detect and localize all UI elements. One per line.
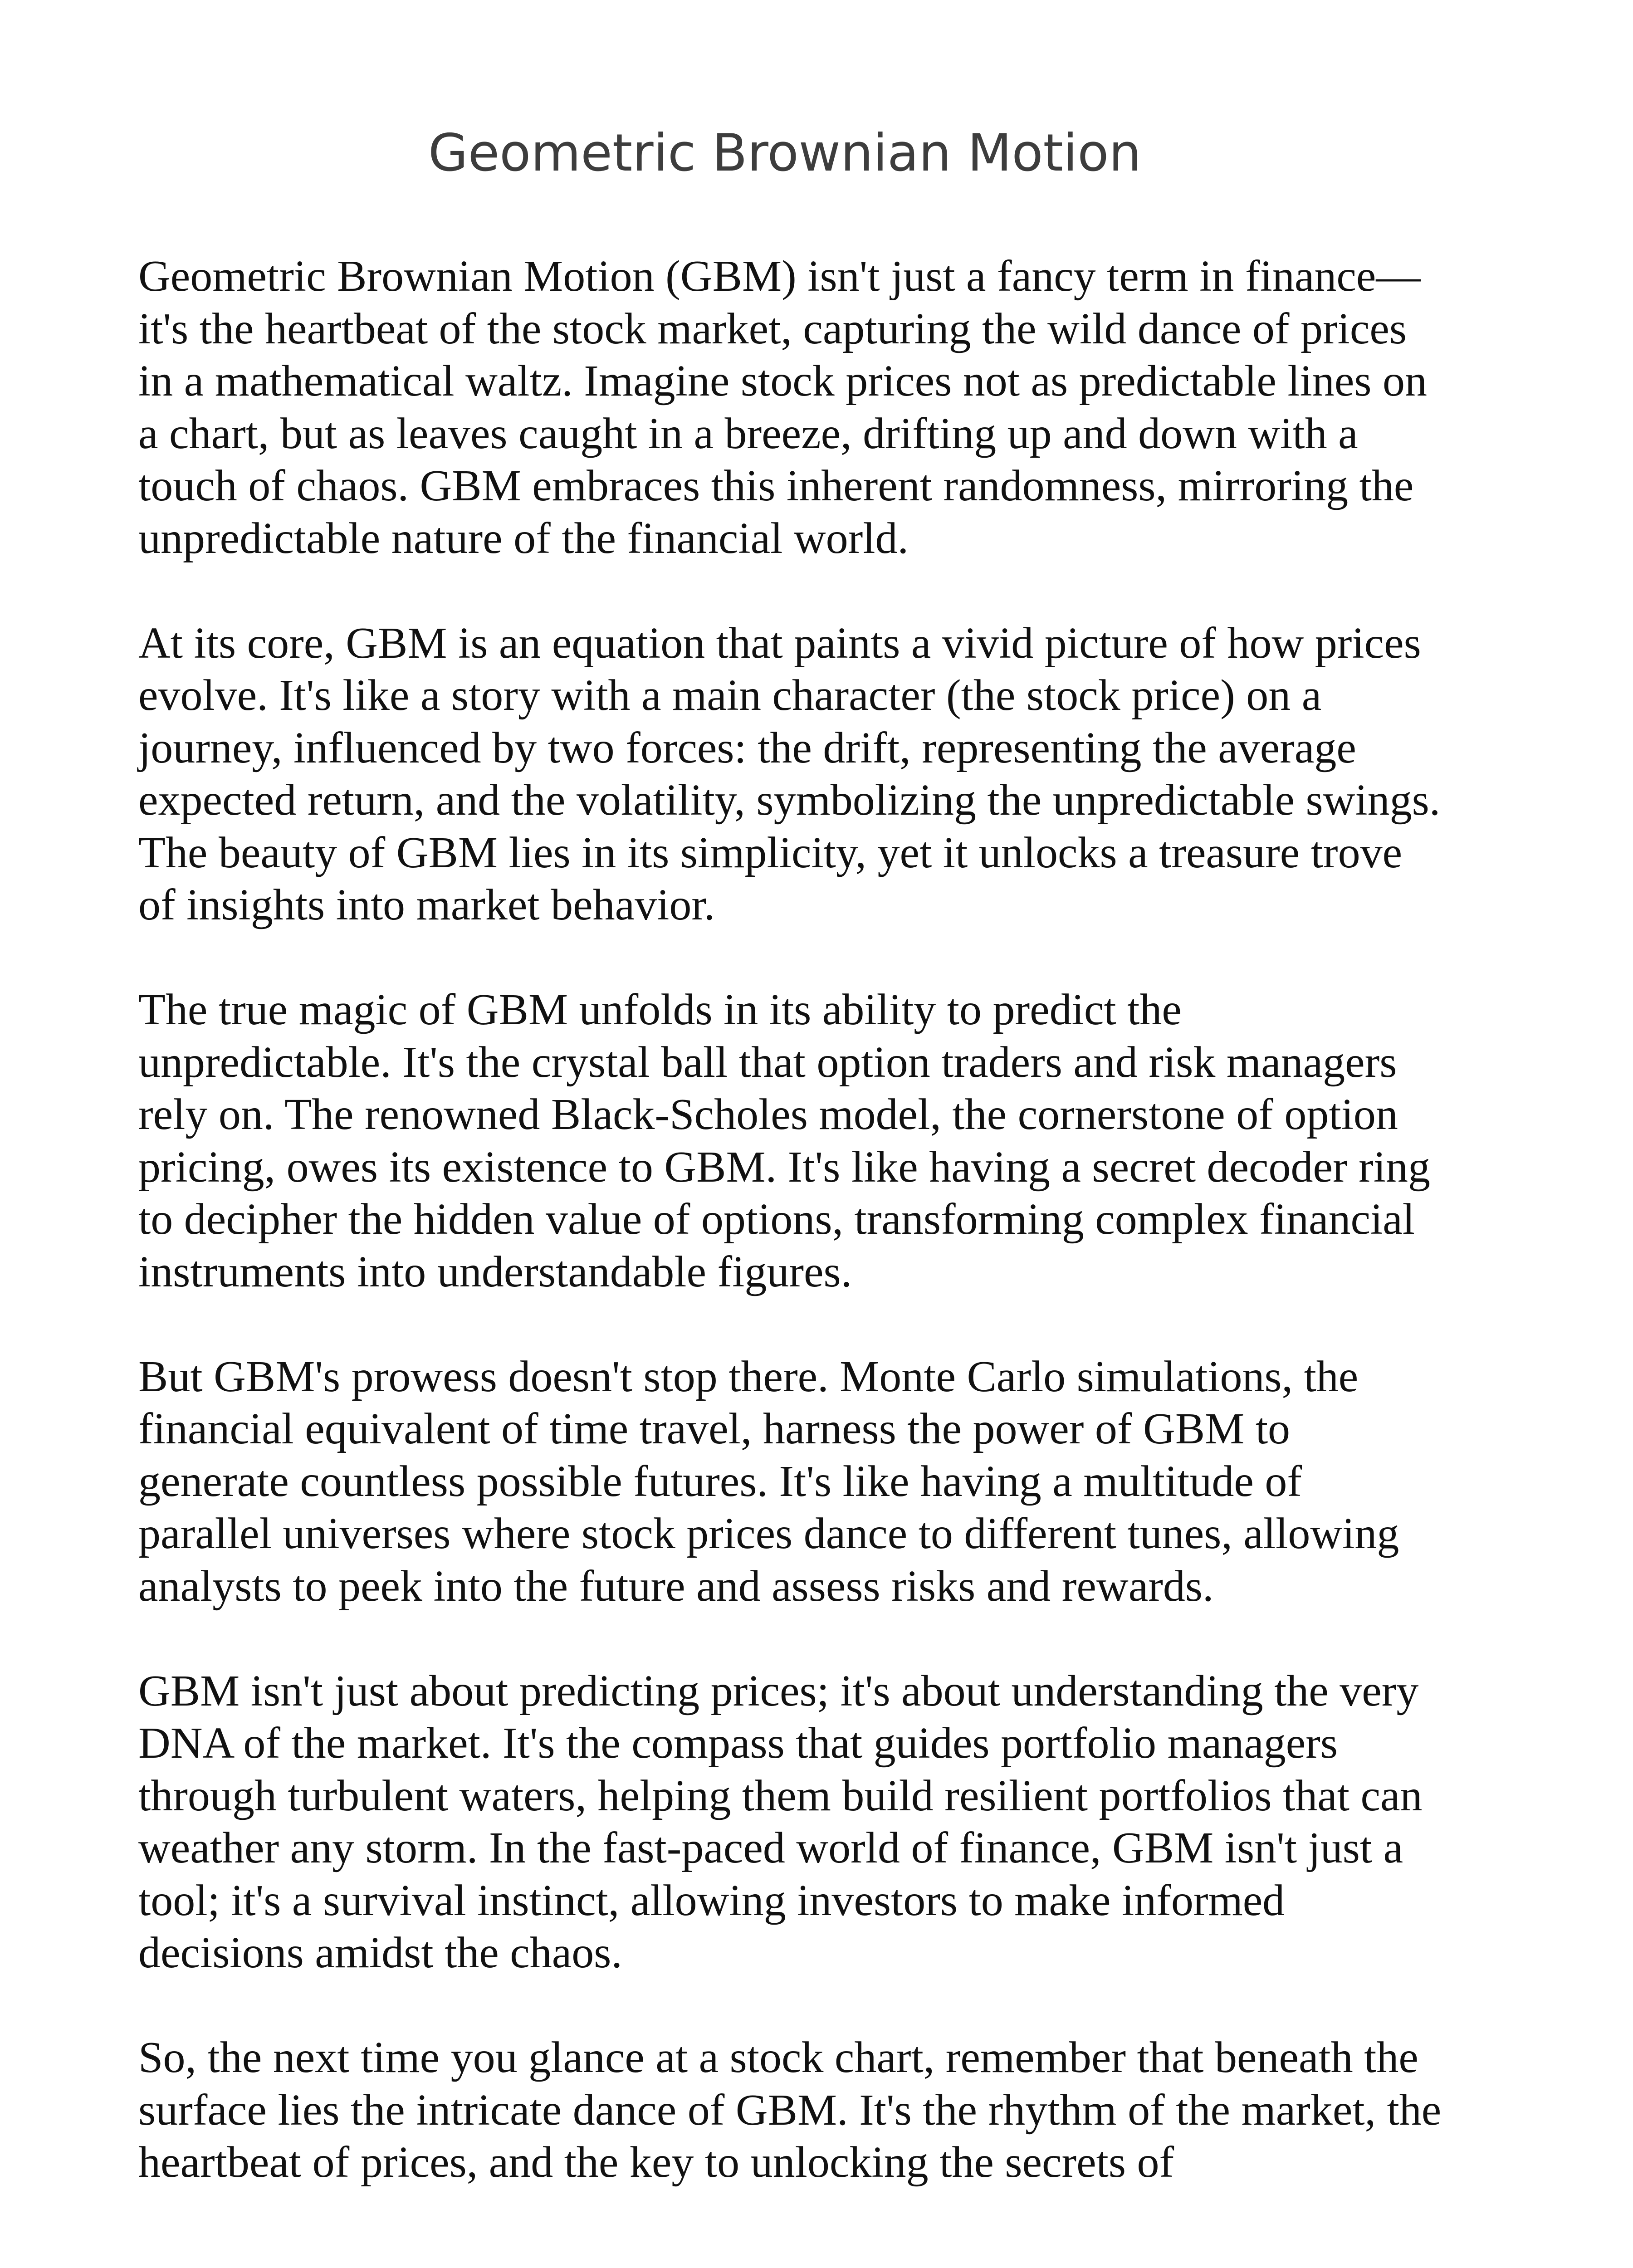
body-text: [138, 250, 1445, 2241]
page-title: Geometric Brownian Motion: [428, 123, 1141, 183]
paragraph-1: Geometric Brownian Motion (GBM) isn't just a fancy term in finance—it's the heartbeat of the stock market, capturing the wild dance of prices in a mathematical waltz. Imagine stock prices not as predictable lines on a chart, but as leaves caught in a breeze, drifting up and down with a touch of chaos. GBM embraces this inherent randomness, mirroring the unpredictable nature of the financial world.: [138, 252, 1427, 563]
paragraph-5: GBM isn't just about predicting prices; it's about understanding the very DNA of the market. It's the compass that guides portfolio managers through turbulent waters, helping them build resilient portfolios that can weather any storm. In the fast-paced world of finance, GBM isn't just a tool; it's a survival instinct, allowing investors to make informed decisions amidst the chaos.: [138, 1666, 1423, 1977]
paragraph-3: The true magic of GBM unfolds in its ability to predict the unpredictable. It's the crystal ball that option traders and risk managers rely on. The renowned Black-Scholes model, the cornerstone of option pricing, owes its existence to GBM. It's like having a secret decoder ring to decipher the hidden value of options, transforming complex financial instruments into understandable figures.: [138, 985, 1430, 1296]
paragraph-2: At its core, GBM is an equation that paints a vivid picture of how prices evolve. It's like a story with a main character (the stock price) on a journey, influenced by two forces: the drift, representing the average expected return, and the volatility, symbolizing the unpredictable swings. The beauty of GBM lies in its simplicity, yet it unlocks a treasure trove of insights into market behavior.: [138, 618, 1441, 929]
paragraph-4: But GBM's prowess doesn't stop there. Monte Carlo simulations, the financial equivalent of time travel, harness the power of GBM to generate countless possible futures. It's like having a multitude of parallel universes where stock prices dance to different tunes, allowing analysts to peek into the future and assess risks and rewards.: [138, 1352, 1399, 1611]
paragraph-6: So, the next time you glance at a stock chart, remember that beneath the surface lies the intricate dance of GBM. It's the rhythm of the market, the heartbeat of prices, and the key to unlocking the secrets of: [138, 2033, 1442, 2187]
